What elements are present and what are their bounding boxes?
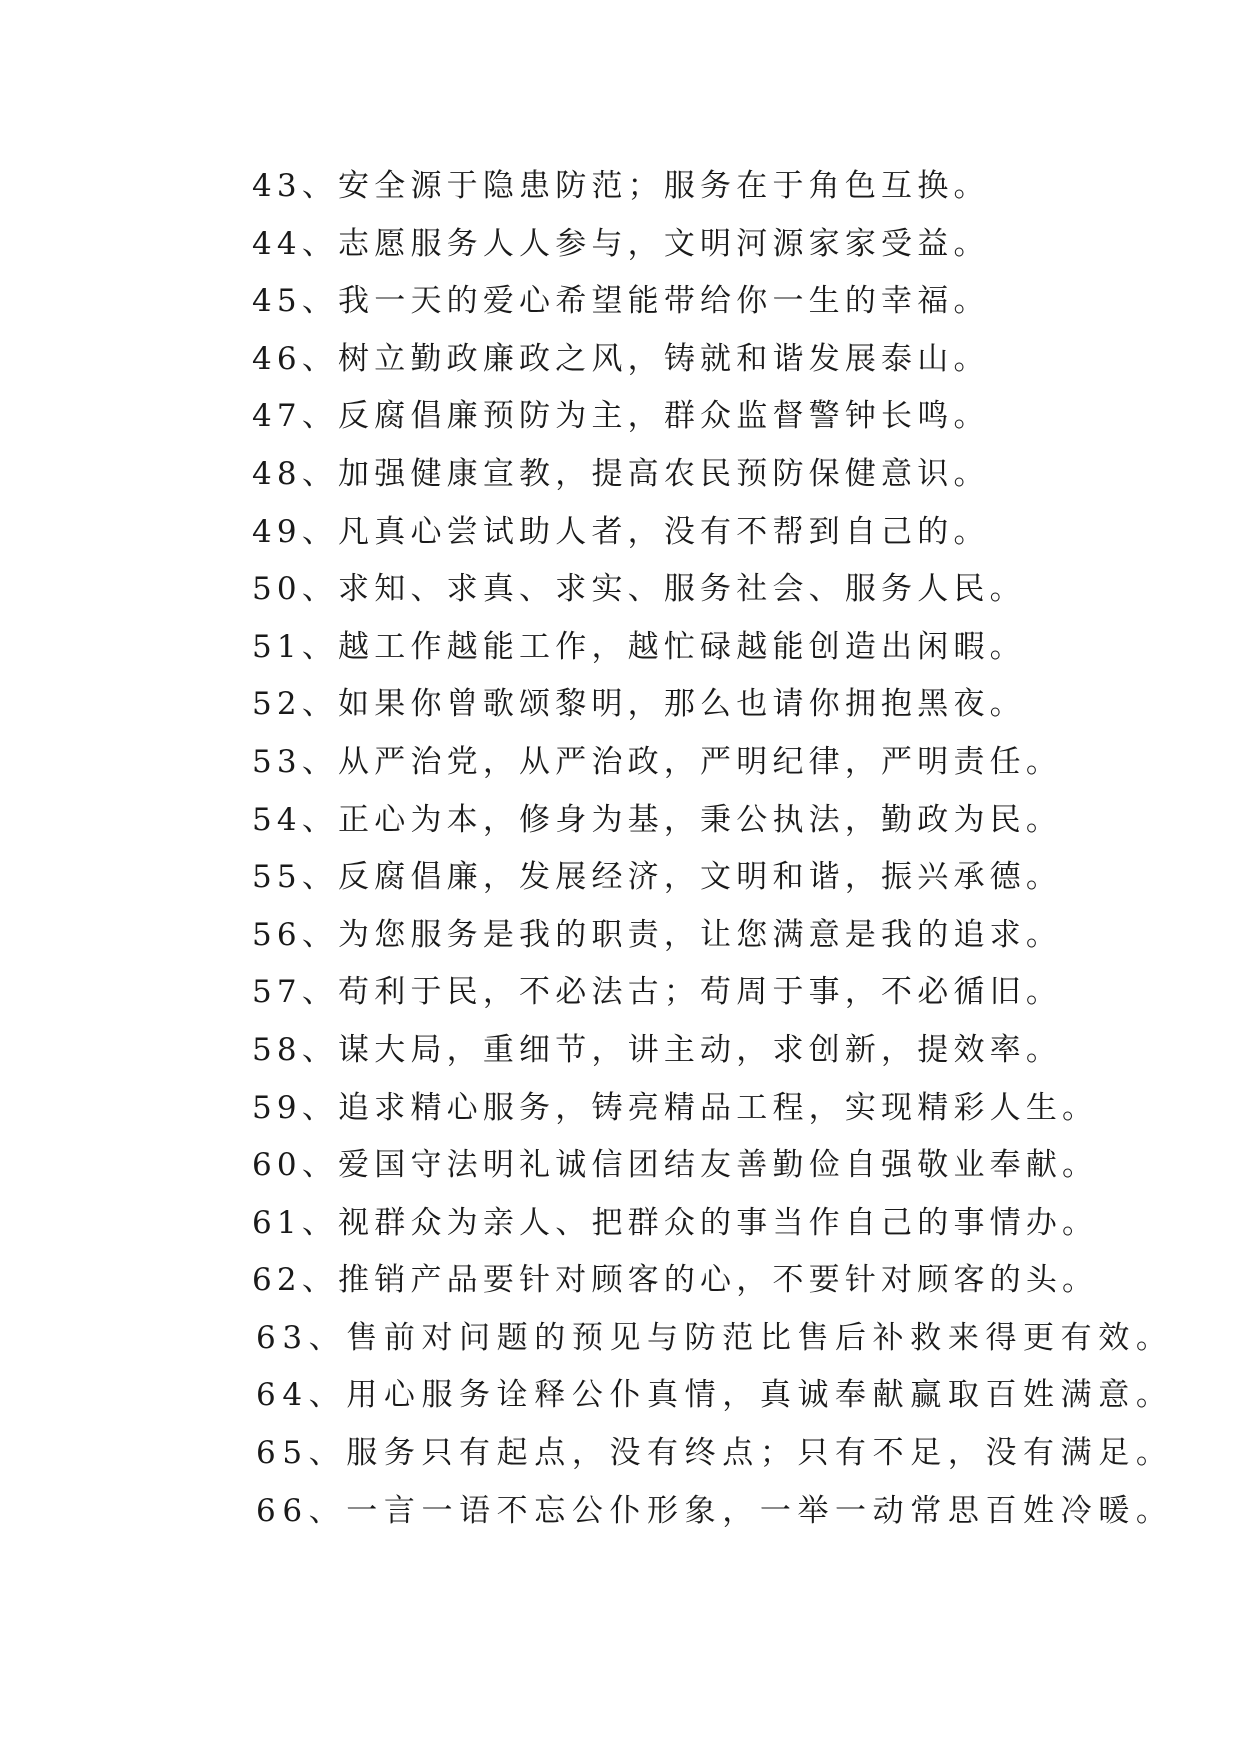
slogan-line: 57、苟利于民，不必法古；苟周于事，不必循旧。 xyxy=(252,974,1063,1011)
slogan-line: 66、一言一语不忘公仆形象，一举一动常思百姓冷暖。 xyxy=(256,1492,1174,1529)
slogan-line: 44、志愿服务人人参与，文明河源家家受益。 xyxy=(252,225,990,262)
slogan-line: 59、追求精心服务，铸亮精品工程，实现精彩人生。 xyxy=(252,1089,1099,1126)
slogan-line: 65、服务只有起点，没有终点；只有不足，没有满足。 xyxy=(256,1435,1174,1472)
slogan-line: 54、正心为本，修身为基，秉公执法，勤政为民。 xyxy=(252,801,1063,838)
slogan-line: 61、视群众为亲人、把群众的事当作自己的事情办。 xyxy=(252,1204,1099,1241)
slogan-line: 51、越工作越能工作，越忙碌越能创造出闲暇。 xyxy=(252,628,1026,665)
slogan-line: 63、售前对问题的预见与防范比售后补救来得更有效。 xyxy=(256,1319,1174,1356)
slogan-list xyxy=(252,158,1173,1540)
slogan-line: 60、爱国守法明礼诚信团结友善勤俭自强敬业奉献。 xyxy=(252,1147,1099,1184)
slogan-line: 52、如果你曾歌颂黎明，那么也请你拥抱黑夜。 xyxy=(252,686,1026,723)
slogan-line: 64、用心服务诠释公仆真情，真诚奉献赢取百姓满意。 xyxy=(256,1377,1174,1414)
slogan-line: 43、安全源于隐患防范；服务在于角色互换。 xyxy=(252,168,990,204)
slogan-line: 48、加强健康宣教，提高农民预防保健意识。 xyxy=(252,455,990,492)
slogan-line: 50、求知、求真、求实、服务社会、服务人民。 xyxy=(252,571,1026,608)
slogan-line: 46、树立勤政廉政之风，铸就和谐发展泰山。 xyxy=(252,340,990,377)
slogan-line: 56、为您服务是我的职责，让您满意是我的追求。 xyxy=(252,916,1063,953)
slogan-line: 58、谋大局，重细节，讲主动，求创新，提效率。 xyxy=(252,1031,1063,1068)
slogan-line: 62、推销产品要针对顾客的心，不要针对顾客的头。 xyxy=(252,1262,1099,1299)
slogan-line: 53、从严治党，从严治政，严明纪律，严明责任。 xyxy=(252,743,1063,780)
slogan-line: 49、凡真心尝试助人者，没有不帮到自己的。 xyxy=(252,513,990,550)
slogan-line: 55、反腐倡廉，发展经济，文明和谐，振兴承德。 xyxy=(252,859,1063,896)
slogan-line: 47、反腐倡廉预防为主，群众监督警钟长鸣。 xyxy=(252,398,990,435)
slogan-line: 45、我一天的爱心希望能带给你一生的幸福。 xyxy=(252,283,990,320)
